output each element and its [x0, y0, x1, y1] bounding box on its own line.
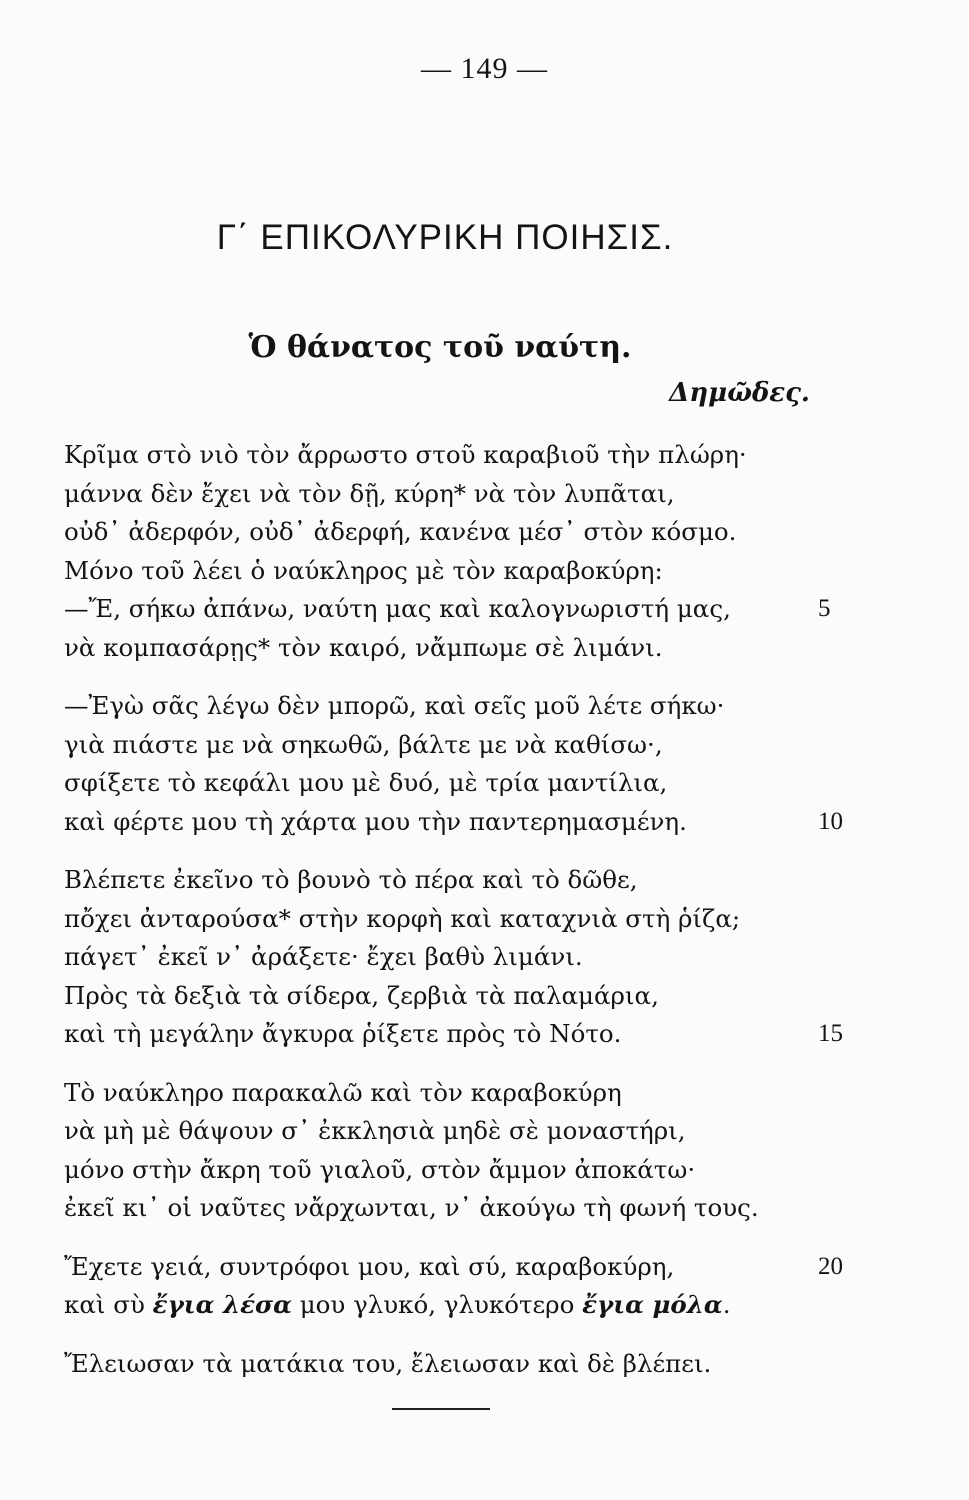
poem-line: σφίξετε τὸ κεφάλι μου μὲ δυό, μὲ τρία μαντίλια, — [64, 768, 668, 797]
stanza — [64, 1345, 854, 1384]
stanza — [64, 861, 854, 1054]
poem-line: Πρὸς τὰ δεξιὰ τὰ σίδερα, ζερβιὰ τὰ παλαμάρια, — [64, 980, 659, 1010]
poem-body — [64, 436, 854, 1403]
emphasized-term: ἔγια μόλα — [582, 1290, 723, 1319]
section-title: Γ΄ ΕΠΙΚΟΛΥΡΙΚΗ ΠΟΙΗΣΙΣ. — [216, 218, 674, 257]
poem-line: μόνο στὴν ἄκρη τοῦ γιαλοῦ, στὸν ἄμμον ἀποκάτω· — [64, 1154, 696, 1184]
poem-line: καὶ σὺ ἔγια λέσα μου γλυκό, γλυκότερο ἔγια μόλα. — [64, 1290, 731, 1319]
stanza — [64, 1248, 854, 1325]
poem-line: Βλέπετε ἐκεῖνο τὸ βουνὸ τὸ πέρα καὶ τὸ δῶθε, — [64, 865, 638, 894]
poem-title: Ὁ θάνατος τοῦ ναύτη. — [248, 330, 632, 365]
stanza — [64, 687, 854, 841]
poem-line: Μόνο τοῦ λέει ὁ ναύκληρος μὲ τὸν καραβοκύρη: — [64, 555, 663, 585]
line-number: 15 — [818, 1020, 843, 1047]
end-divider-rule — [392, 1408, 490, 1410]
poem-line: —Ἐγὼ σᾶς λέγω δὲν μπορῶ, καὶ σεῖς μοῦ λέτε σήκω· — [64, 691, 725, 720]
stanza — [64, 1074, 854, 1228]
poem-attribution: Δημῶδες. — [669, 378, 810, 408]
stanza — [64, 436, 854, 667]
poem-line: Κρῖμα στὸ νιὸ τὸν ἄρρωστο στοῦ καραβιοῦ τὴν πλώρη· — [64, 440, 747, 469]
poem-line: καὶ φέρτε μου τὴ χάρτα μου τὴν παντερημασμένη. 10 — [64, 803, 854, 842]
poem-line: γιὰ πιάστε με νὰ σηκωθῶ, βάλτε με νὰ καθίσω·, — [64, 729, 663, 759]
poem-line: —Ἔ, σήκω ἀπάνω, ναύτη μας καὶ καλογνωριστή μας, 5 — [64, 590, 854, 629]
poem-line: Ἔλειωσαν τὰ ματάκια του, ἔλειωσαν καὶ δὲ βλέπει. — [64, 1348, 712, 1378]
line-number: 20 — [818, 1252, 843, 1280]
emphasized-term: ἔγια λέσα — [152, 1290, 292, 1319]
poem-line: οὐδ᾽ ἀδερφόν, οὐδ᾽ ἀδερφή, κανένα μέσ᾽ στὸν κόσμο. — [64, 517, 737, 546]
poem-line: πάγετ᾽ ἐκεῖ ν᾽ ἀράξετε· ἔχει βαθὺ λιμάνι. — [64, 942, 583, 971]
poem-line: μάννα δὲν ἔχει νὰ τὸν δῇ, κύρη* νὰ τὸν λυπᾶται, — [64, 478, 675, 508]
poem-line: Ἔχετε γειά, συντρόφοι μου, καὶ σύ, καραβοκύρη, 20 — [64, 1248, 854, 1287]
poem-line: καὶ τὴ μεγάλην ἄγκυρα ῥίξετε πρὸς τὸ Νότο. 15 — [64, 1015, 854, 1054]
line-number: 10 — [818, 807, 843, 835]
poem-line: ἐκεῖ κι᾽ οἱ ναῦτες νἄρχωνται, ν᾽ ἀκούγω τὴ φωνή τους. — [64, 1193, 759, 1222]
line-number: 5 — [818, 595, 831, 622]
poem-line: νὰ μὴ μὲ θάψουν σ᾽ ἐκκλησιὰ μηδὲ σὲ μοναστήρι, — [64, 1116, 686, 1145]
page-number: — 149 — — [421, 52, 548, 85]
poem-line: νὰ κομπασάρῃς* τὸν καιρό, νἄμπωμε σὲ λιμάνι. — [64, 632, 663, 662]
bleed-through-shadow — [370, 140, 570, 170]
poem-line: πὄχει ἀνταρούσα* στὴν κορφὴ καὶ καταχνιὰ στὴ ῥίζα; — [64, 903, 741, 933]
poem-line: Τὸ ναύκληρο παρακαλῶ καὶ τὸν καραβοκύρη — [64, 1077, 622, 1107]
